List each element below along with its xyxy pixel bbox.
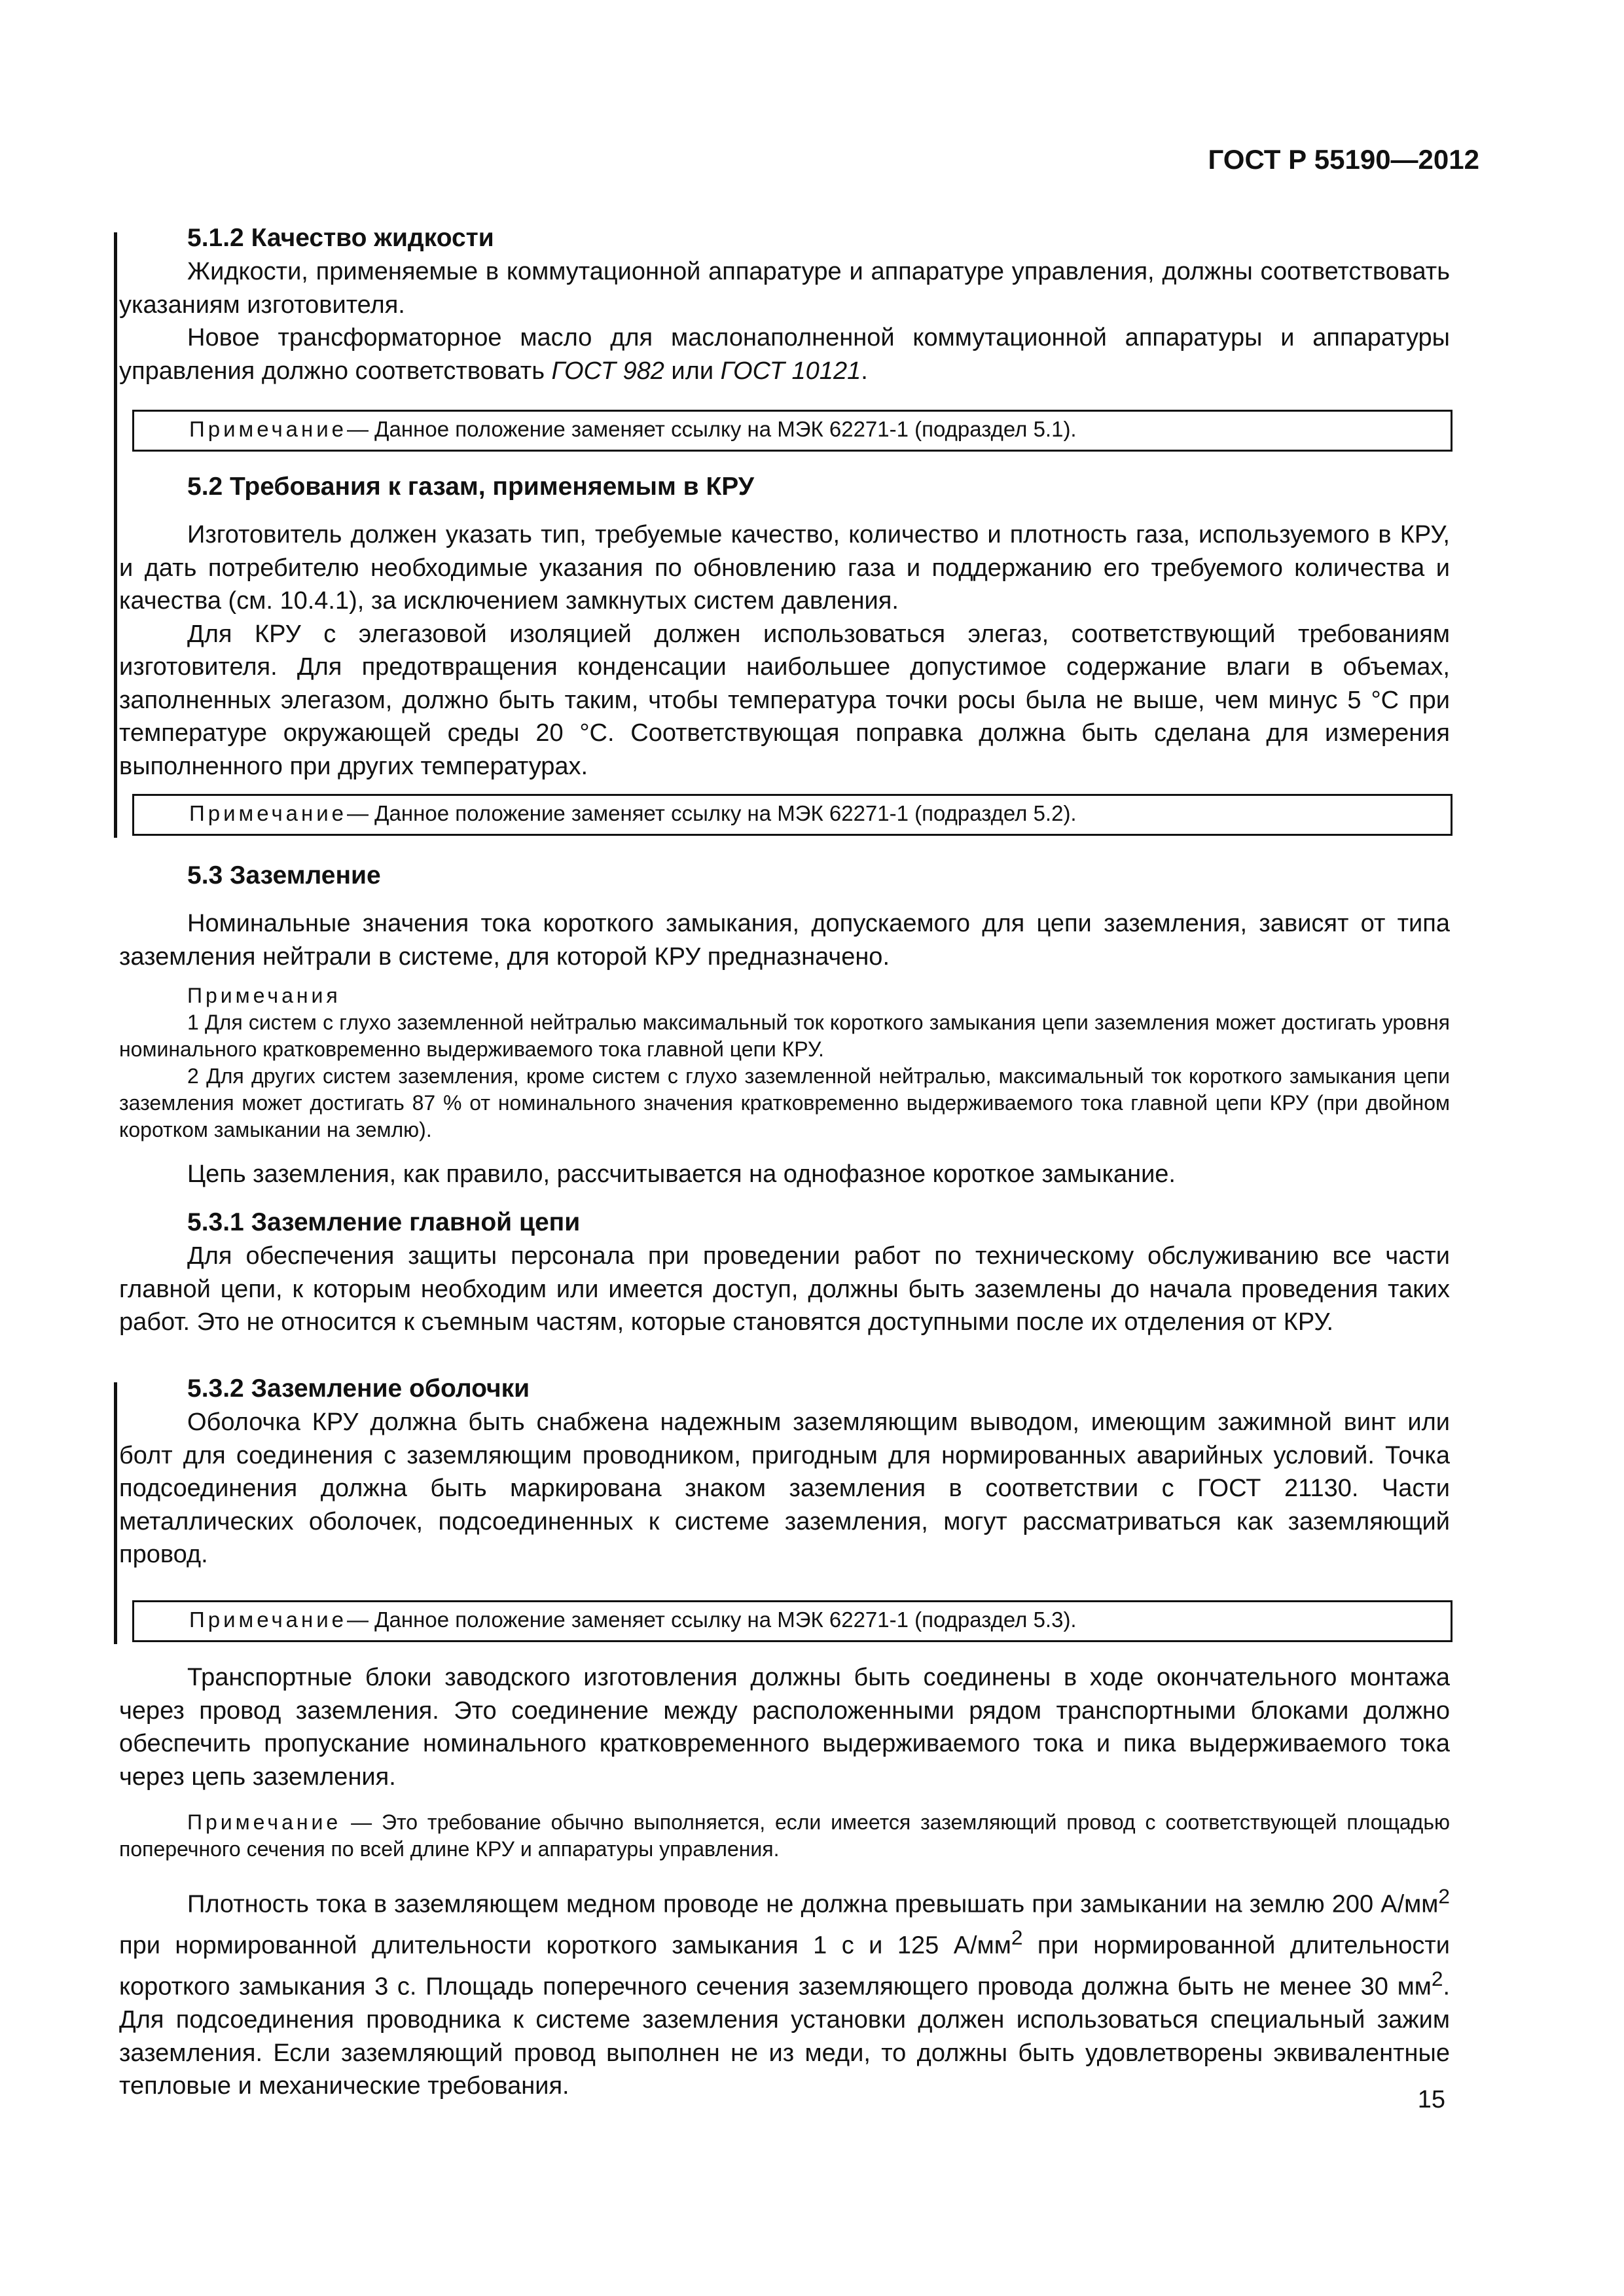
superscript: 2 — [1431, 1967, 1443, 1991]
note-label: Примечание — [189, 801, 348, 825]
change-bar — [114, 232, 117, 838]
note — [134, 1602, 1077, 1638]
paragraph: Транспортные блоки заводского изготовления должны быть соединены в ходе окончательного монтажа через провод заземления. Это соединение между расположенными рядом транспортными блоками должно обеспечить пропускание номинального кратковременного выдерживаемого тока и пика выдерживаемого тока через цепь заземления. — [119, 1664, 1450, 1791]
superscript: 2 — [1011, 1926, 1023, 1950]
section-5-1-2 — [119, 221, 1450, 387]
text: Плотность тока в заземляющем медном проводе не должна превышать при замыкании на землю 200 А/мм — [187, 1890, 1439, 1918]
paragraph: Для КРУ с элегазовой изоляцией должен использоваться элегаз, соответствующий требованиям изготовителя. Для предотвращения конденсации наибольшее допустимое содержание влаги в объемах, заполненных элегазом, должно быть таким, чтобы температура точки росы была не выше, чем минус 5 °С при температуре окружающей среды 20 °С. Соответствующая поправка должна быть сделана для измерения выполненного при других температурах. — [119, 620, 1450, 780]
note — [134, 796, 1077, 831]
note — [119, 1809, 1450, 1863]
section-heading: 5.3.2 Заземление оболочки — [187, 1374, 530, 1403]
note-text: — Данное положение заменяет ссылку на МЭК 62271-1 (подраздел 5.3). — [347, 1607, 1077, 1632]
section-heading: 5.2 Требования к газам, применяемым в КРУ — [187, 473, 755, 501]
gost-reference: ГОСТ 10121 — [720, 357, 861, 385]
section-5-3-2-continued — [119, 1661, 1450, 2103]
note-item: 2 Для других систем заземления, кроме систем с глухо заземленной нейтралью, максимальный ток короткого замыкания цепи заземления может достигать 87 % от номинального значения кратковременно выдерживаемого тока главной цепи КРУ (при двойном коротком замыкании на землю). — [119, 1064, 1450, 1141]
note-label: Примечание — [187, 1810, 342, 1834]
section-heading: 5.3.1 Заземление главной цепи — [187, 1208, 581, 1236]
note-item: 1 Для систем с глухо заземленной нейтралью максимальный ток короткого замыкания цепи заземления может достигать уровня номинального кратковременно выдерживаемого тока главной цепи КРУ. — [119, 1011, 1450, 1061]
paragraph: Для обеспечения защиты персонала при проведении работ по техническому обслуживанию все части главной цепи, к которым необходим или имеется доступ, должны быть заземлены до начала проведения таких работ. Это не относится к съемным частям, которые становятся доступными после их отделения от КРУ. — [119, 1242, 1450, 1336]
paragraph: Изготовитель должен указать тип, требуемые качество, количество и плотность газа, используемого в КРУ, и дать потребителю необходимые указания по обновлению газа и поддержанию его требуемого количества и качества (см. 10.4.1), за исключением замкнутых систем давления. — [119, 521, 1450, 615]
paragraph: Цепь заземления, как правило, рассчитывается на однофазное короткое замыкание. — [187, 1160, 1176, 1188]
page-number: 15 — [1417, 2086, 1445, 2113]
note-box — [132, 794, 1453, 836]
note-text: — Данное положение заменяет ссылку на МЭК 62271-1 (подраздел 5.2). — [347, 801, 1077, 825]
paragraph — [119, 1880, 1450, 2103]
section-5-3-2 — [119, 1372, 1450, 1571]
paragraph: Номинальные значения тока короткого замыкания, допускаемого для цепи заземления, зависят от типа заземления нейтрали в системе, для которой КРУ предназначено. — [119, 910, 1450, 971]
section-5-2 — [119, 470, 1450, 783]
gost-reference: ГОСТ 982 — [551, 357, 664, 385]
note — [134, 412, 1077, 447]
superscript: 2 — [1438, 1884, 1450, 1908]
section-heading: 5.3 Заземление — [187, 861, 381, 889]
text: Новое трансформаторное масло для маслонаполненной коммутационной аппаратуры и аппаратуры управления должно соответствовать — [119, 324, 1450, 385]
note-text: — Это требование обычно выполняется, если имеется заземляющий провод с соответствующей площадью поперечного сечения по всей длине КРУ и аппаратуры управления. — [119, 1810, 1450, 1861]
document-number: ГОСТ Р 55190—2012 — [1208, 144, 1479, 175]
text: . — [861, 357, 868, 385]
paragraph — [119, 321, 1450, 387]
text: при нормированной длительности короткого замыкания 1 с и 125 А/мм — [119, 1931, 1011, 1960]
section-heading: 5.1.2 Качество жидкости — [187, 224, 494, 252]
paragraph: Оболочка КРУ должна быть снабжена надежным заземляющим выводом, имеющим зажимной винт или болт для соединения с заземляющим проводником, пригодным для нормированных аварийных условий. Точка подсоединения должна быть маркирована знаком заземления в соответствии с ГОСТ 21130. Части металлических оболочек, подсоединенных к системе заземления, могут рассматриваться как заземляющий провод. — [119, 1408, 1450, 1568]
note-box — [132, 410, 1453, 452]
change-bar — [114, 1382, 117, 1644]
section-5-3-1 — [119, 1206, 1450, 1339]
note-label: Примечание — [189, 1607, 348, 1632]
note-text: — Данное положение заменяет ссылку на МЭК 62271-1 (подраздел 5.1). — [347, 417, 1077, 441]
note-label: Примечание — [189, 417, 348, 441]
paragraph: Жидкости, применяемые в коммутационной аппаратуре и аппаратуре управления, должны соответствовать указаниям изготовителя. — [119, 258, 1450, 319]
notes-label: Примечания — [187, 984, 341, 1007]
section-5-3 — [119, 859, 1450, 1191]
text: . Для подсоединения проводника к системе заземления установки должен использоваться специальный зажим заземления. Если заземляющий провод выполнен не из меди, то должны быть удовлетворены эквивалентные тепловые и механические требования. — [119, 1973, 1450, 2100]
text: при нормированной длительности короткого замыкания 3 с. Площадь поперечного сечения заземляющего провода должна быть не менее 30 мм — [119, 1931, 1450, 2001]
text: или — [664, 357, 721, 385]
note-box — [132, 1600, 1453, 1642]
